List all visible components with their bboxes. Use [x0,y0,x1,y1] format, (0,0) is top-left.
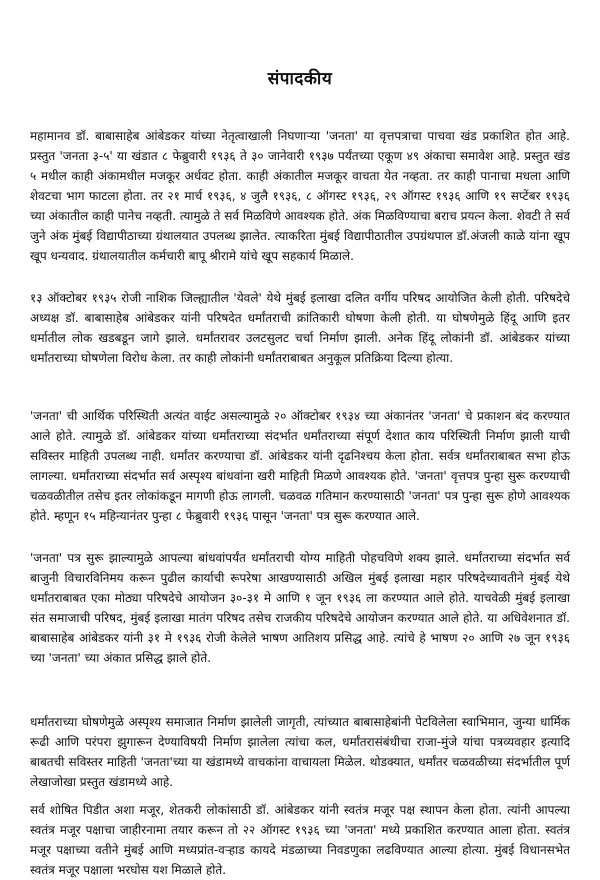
paragraph-2-text: १३ ऑक्टोबर १९३५ रोजी नाशिक जिल्ह्यातील 'येवले' येथे मुंबई इलाखा दलित वर्गीय परिषद आयोजित केली होती. परिषदेचे अध्यक्ष डॉ. बाबासाहेब आंबेडकर यांनी परिषदेत धर्मांतराची क्रांतिकारी घोषणा केली होती. या घोषणेमुळे हिंदू आणि इतर धर्मातील लोक खडबडून जागे झाले. धर्मांतरावर उलटसुलट चर्चा निर्माण झाली. अनेक हिंदू लोकांनी डॉ. आंबेडकर यांच्या धर्मांतराच्या घोषणेला विरोध केला. तर काही लोकांनी धर्मांतराबाबत अनुकूल प्रतिक्रिया दिल्या होत्या. [30,291,570,365]
paragraph-3-text: 'जनता' ची आर्थिक परिस्थिती अत्यंत वाईट असल्यामुळे २० ऑक्टोबर १९३४ च्या अंकानंतर 'जनता' चे प्रकाशन बंद करण्यात आले होते. त्यामुळे डॉ. आंबेडकर यांच्या धर्मांतराच्या संदर्भात धर्मांतराच्या संपूर्ण देशात काय परिस्थिती निर्माण झाली याची सविस्तर माहिती उपलब्ध नाही. धर्मांतर करण्याचा डॉ. आंबेडकर यांनी दृढनिश्चय केला होता. सर्वत्र धर्मांतराबाबत सभा होऊ लागल्या. धर्मांतराच्या संदर्भात सर्व अस्पृश्य बांधवांना खरी माहिती मिळणे आवश्यक होते. 'जनता' वृत्तपत्र पुन्हा सुरू करण्याची चळवळीतील तसेच इतर लोकांकडून मागणी होऊ लागली. चळवळ गतिमान करण्यासाठी 'जनता' पत्र पुन्हा सुरू होणे आवश्यक होते. म्हणून १५ महिन्यानंतर पुन्हा ८ फेब्रुवारी १९३६ पासून 'जनता' पत्र सुरू करण्यात आले. [30,409,570,523]
paragraph-1-text: महामानव डॉ. बाबासाहेब आंबेडकर यांच्या नेतृत्वाखाली निघणाऱ्या 'जनता' या वृत्तपत्राचा पाचवा खंड प्रकाशित होत आहे. प्रस्तुत 'जनता ३-५' या खंडात ८ फेब्रुवारी १९३६ ते ३० जानेवारी १९३७ पर्यंतच्या एकूण ४९ अंकाचा समावेश आहे. प्रस्तुत खंड ५ मधील काही अंकामधील मजकूर अर्धवट होता. काही अंकातील मजकूर वाचता येत नव्हता. तर काही पानाचा मधला आणि शेवटचा भाग फाटला होता. तर २१ मार्च १९३६, ४ जुलै १९३६, ८ ऑगस्ट १९३६, २९ ऑगस्ट १९३६ आणि १९ सप्टेंबर १९३६ च्या अंकातील काही पानेच नव्हती. त्यामुळे ते सर्व मिळविणे आवश्यक होते. अंक मिळविण्याचा बराच प्रयत्न केला. शेवटी ते सर्व जुने अंक मुंबई विद्यापीठाच्या ग्रंथालयात उपलब्ध झालेत. त्याकरिता मुंबई विद्यापीठातील उपग्रंथपाल डॉ.अंजली काळे यांना खूप खूप धन्यवाद. ग्रंथालयातील कर्मचारी बापू श्रीरामे यांचे खूप सहकार्य मिळाले. [30,129,570,263]
paragraph-5-text: धर्मांतराच्या घोषणेमुळे अस्पृश्य समाजात निर्माण झालेली जागृती, त्यांच्यात बाबासाहेबांनी पेटविलेला स्वाभिमान, जुन्या धार्मिक रूढी आणि परंपरा झुगारून देण्याविषयी निर्माण झालेला त्यांचा कल, धर्मांतरासंबंधीचा राजा-मुंजे यांचा पत्रव्यवहार इत्यादि बाबतची सविस्तर माहिती 'जनता'च्या या खंडामध्ये वाचकांना वाचायला मिळेल. थोडक्यात, धर्मांतर चळवळीच्या संदर्भातील पूर्ण लेखाजोखा प्रस्तुत खंडामध्ये आहे. [30,715,570,789]
paragraph-5 [30,712,570,792]
paragraph-2 [30,288,570,368]
paragraph-4 [30,548,570,668]
paragraph-4-text: 'जनता' पत्र सुरू झाल्यामुळे आपल्या बांधवांपर्यंत धर्मांतराची योग्य माहिती पोहचविणे शक्य झाले. धर्मांतराच्या संदर्भात सर्व बाजुनी विचारविनिमय करून पुढील कार्याची रूपरेषा आखण्यासाठी अखिल मुंबई इलाखा महार परिषदेच्यावतीने मुंबई येथे धर्मांतराबाबत एका मोठ्या परिषदेचे आयोजन ३०-३१ मे आणि १ जून १९३६ ला करण्यात आले होते. याचवेळी मुंबई इलाखा संत समाजाची परिषद, मुंबई इलाखा मातंग परिषद तसेच राजकीय परिषदेचे आयोजन करण्यात आले होते. या अधिवेशनात डॉ. बाबासाहेब आंबेडकर यांनी ३१ मे १९३६ रोजी केलेले भाषण आतिशय प्रसिद्ध आहे. त्यांचे हे भाषण २० आणि २७ जून १९३६ च्या 'जनता' च्या अंकात प्रसिद्ध झाले होते. [30,551,570,665]
paragraph-3 [30,406,570,526]
page-title: संपादकीय [267,69,333,89]
paragraph-6 [30,800,570,880]
paragraph-6-text: सर्व शोषित पिडीत अशा मजूर, शेतकरी लोकांसाठी डॉ. आंबेडकर यांनी स्वतंत्र मजूर पक्ष स्थापन केला होता. त्यांनी आपल्या स्वतंत्र मजूर पक्षाचा जाहीरनामा तयार करून तो २२ ऑगस्ट १९३६ च्या 'जनता' मध्ये प्रकाशित करण्यात आला होता. स्वतंत्र मजूर पक्षाच्या वतीने मुंबई आणि मध्यप्रांत-वऱ्हाड कायदे मंडळाच्या निवडणुका लढविण्यात आल्या होत्या. मुंबई विधानसभेत स्वतंत्र मजूर पक्षाला भरघोस यश मिळाले होते. [30,803,570,877]
paragraph-1 [30,126,570,266]
